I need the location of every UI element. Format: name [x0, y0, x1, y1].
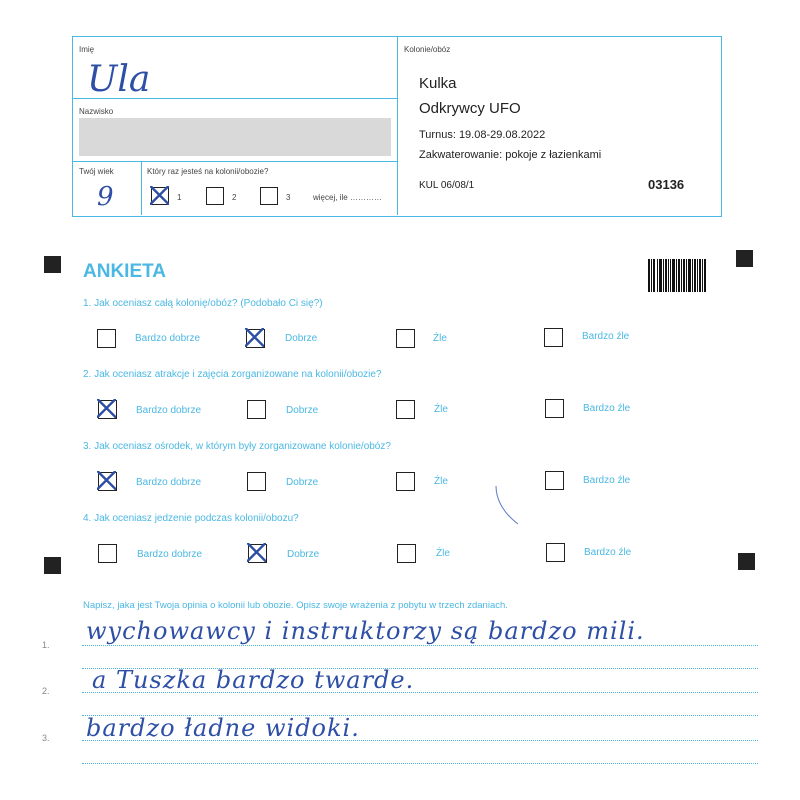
q3-option-zle: Źle: [434, 476, 448, 487]
q3-option-bardzo-dobrze: Bardzo dobrze: [136, 477, 202, 488]
dotted-line-1a: [82, 645, 758, 646]
question-2: 2. Jak oceniasz atrakcje i zajęcia zorganizowane na kolonii/obozie?: [83, 369, 382, 380]
dotted-line-2a: [82, 692, 758, 693]
q1-option-bardzo-dobrze: Bardzo dobrze: [135, 333, 201, 344]
imie-value: Ula: [87, 59, 151, 100]
opinion-prompt: Napisz, jaka jest Twoja opinia o kolonii lub obozie. Opisz swoje wrażenia z pobytu w trzech zdaniach.: [83, 600, 508, 611]
imie-label: Imię: [79, 45, 95, 54]
line-number-2: 2.: [42, 686, 50, 696]
q2-dobrze-checkbox[interactable]: [247, 400, 266, 419]
registration-mark-bottom-left: [44, 557, 61, 574]
row-divider-2: [73, 161, 397, 162]
q1-bardzo-zle-checkbox[interactable]: [544, 328, 563, 347]
q3-dobrze-checkbox[interactable]: [247, 472, 266, 491]
q3-zle-checkbox[interactable]: [396, 472, 415, 491]
q2-option-bardzo-zle: Bardzo źle: [583, 403, 631, 414]
q2-bardzo-dobrze-checkbox[interactable]: [98, 400, 117, 419]
q3-bardzo-zle-checkbox[interactable]: [545, 471, 564, 490]
answer-line-1[interactable]: wychowawcy i instruktorzy są bardzo mili.: [86, 617, 645, 645]
zakwaterowanie: Zakwaterowanie: pokoje z łazienkami: [419, 149, 602, 161]
registration-mark-top-right: [736, 250, 753, 267]
q2-option-dobrze: Dobrze: [286, 405, 319, 416]
stray-pen-mark: [492, 484, 522, 526]
barcode: [648, 259, 706, 292]
kolonie-label: Kolonie/obóz: [404, 45, 451, 54]
answer-line-3[interactable]: bardzo ładne widoki.: [86, 714, 360, 742]
q2-bardzo-zle-checkbox[interactable]: [545, 399, 564, 418]
question-1: 1. Jak oceniasz całą kolonię/obóz? (Podobało Ci się?): [83, 298, 323, 309]
registration-mark-top-left: [44, 256, 61, 273]
camp-code: KUL 06/08/1: [419, 180, 475, 191]
wiecej-label: więcej, ile …………: [313, 193, 382, 202]
wiek-value: 9: [97, 182, 114, 212]
q1-bardzo-dobrze-checkbox[interactable]: [97, 329, 116, 348]
q4-option-bardzo-zle: Bardzo źle: [584, 547, 632, 558]
q1-option-bardzo-zle: Bardzo źle: [582, 331, 630, 342]
q3-bardzo-dobrze-checkbox[interactable]: [98, 472, 117, 491]
nazwisko-label: Nazwisko: [79, 107, 114, 116]
q1-option-zle: Źle: [433, 333, 447, 344]
q2-zle-checkbox[interactable]: [396, 400, 415, 419]
q1-zle-checkbox[interactable]: [396, 329, 415, 348]
question-3: 3. Jak oceniasz ośrodek, w którym były zorganizowane kolonie/obóz?: [83, 441, 391, 452]
q4-zle-checkbox[interactable]: [397, 544, 416, 563]
turnus: Turnus: 19.08-29.08.2022: [419, 129, 546, 141]
q2-option-zle: Źle: [434, 404, 448, 415]
q3-option-dobrze: Dobrze: [286, 477, 319, 488]
camp-name: Kulka: [419, 75, 457, 92]
ktory-raz-option-2: 2: [232, 193, 237, 202]
q4-option-bardzo-dobrze: Bardzo dobrze: [137, 549, 203, 560]
q4-option-zle: Źle: [436, 548, 450, 559]
ktory-raz-option-1: 1: [177, 193, 182, 202]
form-number: 03136: [648, 177, 685, 192]
wiek-label: Twój wiek: [79, 167, 114, 176]
q4-option-dobrze: Dobrze: [287, 549, 320, 560]
ktory-raz-option-3: 3: [286, 193, 291, 202]
camp-theme: Odkrywcy UFO: [419, 100, 521, 117]
ktory-raz-checkbox-3[interactable]: [260, 187, 278, 205]
header-divider: [397, 37, 398, 215]
q1-dobrze-checkbox[interactable]: [246, 329, 265, 348]
nazwisko-redaction: [79, 118, 391, 156]
q4-bardzo-zle-checkbox[interactable]: [546, 543, 565, 562]
ktory-raz-checkbox-2[interactable]: [206, 187, 224, 205]
q4-dobrze-checkbox[interactable]: [248, 544, 267, 563]
line-number-3: 3.: [42, 733, 50, 743]
ktory-raz-label: Który raz jesteś na kolonii/obozie?: [147, 167, 269, 176]
question-4: 4. Jak oceniasz jedzenie podczas kolonii/obozu?: [83, 513, 299, 524]
header-form: [72, 36, 722, 217]
q1-option-dobrze: Dobrze: [285, 333, 318, 344]
registration-mark-bottom-right: [738, 553, 755, 570]
q4-bardzo-dobrze-checkbox[interactable]: [98, 544, 117, 563]
q2-option-bardzo-dobrze: Bardzo dobrze: [136, 405, 202, 416]
dotted-line-3b: [82, 763, 758, 764]
age-divider: [141, 161, 142, 215]
dotted-line-3a: [82, 740, 758, 741]
survey-title: ANKIETA: [83, 261, 167, 282]
ktory-raz-checkbox-1[interactable]: [151, 187, 169, 205]
answer-line-2[interactable]: a Tuszka bardzo twarde.: [92, 666, 415, 694]
line-number-1: 1.: [42, 640, 50, 650]
q3-option-bardzo-zle: Bardzo źle: [583, 475, 631, 486]
